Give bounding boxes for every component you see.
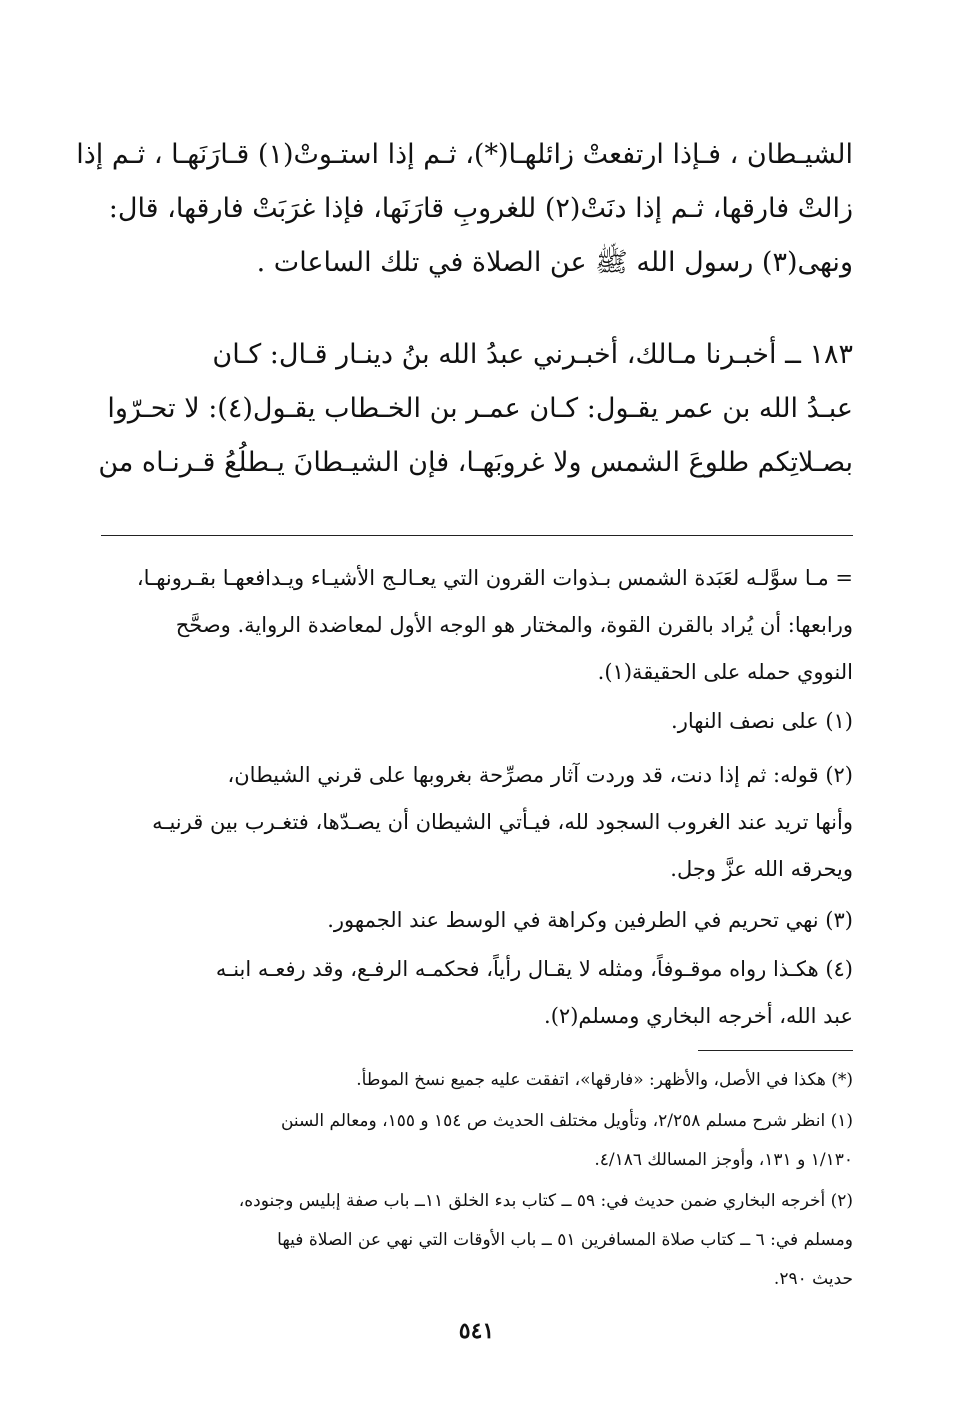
- commentary-line: (٢) قوله: ثم إذا دنت، قد وردت آثار مصرِّحة بغروبها على قرني الشيطان،: [227, 763, 853, 787]
- commentary-line: (٤) هكـذا رواه موقـوفاً، ومثله لا يقـال رأياً، فحكمـه الرفـع، وقد رفعـه ابنـه: [215, 957, 853, 981]
- commentary-line: وأنها تريد عند الغروب السجود لله، فيـأتي الشيطان أن يصـدّها، فتغـرب بين قرنيـه: [152, 810, 853, 834]
- commentary-note-4: [98, 946, 853, 1040]
- main-text-line: الشيـطان ، فـإذا ارتفعتْ زائلهـا(*)، ثـم إذا استـوتْ(١) قـارَنَهـا ، ثـم إذا: [76, 139, 853, 170]
- commentary-line: (٣) نهي تحريم في الطرفين وكراهة في الوسط عند الجمهور.: [327, 908, 853, 932]
- footnote-line: حديث ٢٩٠.: [773, 1269, 853, 1289]
- main-text-line: عبـدُ الله بن عمر يقـول: كـان عمـر بن الخـطاب يقـول(٤): لا تحـرّوا: [107, 393, 853, 424]
- commentary-line: النووي حمله على الحقيقة(١).: [597, 660, 853, 684]
- footnote-line: (١) انظر شرح مسلم ٢/٢٥٨، وتأويل مختلف الحديث ص ١٥٤ و ١٥٥، ومعالم السنن: [280, 1111, 853, 1131]
- main-text-line: زالتْ فارقها، ثـم إذا دنَتْ(٢) للغروبِ قارَنَها، فإذا غرَبَتْ فارقها، قال:: [108, 193, 853, 224]
- main-text-line: بصـلاتِكم طلوعَ الشمس ولا غروبَهـا، فإن الشيـطانَ يـطلُعُ قـرنـاه من: [98, 447, 853, 478]
- commentary-line: ويحرقه الله عزَّ وجل.: [670, 857, 853, 881]
- footnote-separator-rule: [698, 1050, 853, 1051]
- footnote-2: [98, 1182, 853, 1299]
- commentary-line: = مـا سوَّلـه لعَبَدة الشمس بـذوات القرون التي يعـالـج الأشيـاء ويـدافعهـا بقـرونهـا،: [136, 566, 853, 590]
- footnote-1: [98, 1102, 853, 1180]
- footnote-line: (٢) أخرجه البخاري ضمن حديث في: ٥٩ ــ كتاب بدء الخلق ١١ــ باب صفة إبليس وجنوده،: [238, 1191, 853, 1211]
- footnote-star: [98, 1061, 853, 1100]
- commentary-separator-rule: [101, 535, 853, 536]
- main-text-hadith-183: [98, 328, 853, 490]
- commentary-line: ورابعها: أن يُراد بالقرن القوة، والمختار هو الوجه الأول لمعاضدة الرواية. وصحَّح: [175, 613, 853, 637]
- commentary-note-3: [98, 897, 853, 944]
- commentary-line: عبد الله، أخرجه البخاري ومسلم(٢).: [544, 1004, 853, 1028]
- footnote-line: ومسلم في: ٦ ــ كتاب صلاة المسافرين ٥١ ــ باب الأوقات التي نهي عن الصلاة فيها: [277, 1230, 853, 1250]
- footnote-line: (*) هكذا في الأصل، والأظهر: «فارقها»، اتفقت عليه جميع نسخ الموطأ.: [356, 1070, 853, 1090]
- commentary-note-2: [98, 752, 853, 893]
- commentary-note-1: [98, 698, 853, 745]
- main-text-line: ونهى(٣) رسول الله ﷺ عن الصلاة في تلك الساعات .: [256, 247, 853, 278]
- commentary-line: (١) على نصف النهار.: [671, 709, 853, 733]
- main-text-paragraph-1: [76, 128, 853, 290]
- footnote-line: ١/١٣٠ و ١٣١، وأوجز المسالك ٤/١٨٦.: [594, 1150, 853, 1170]
- page-number: ٥٤١: [458, 1318, 495, 1344]
- main-text-line: ١٨٣ ــ أخبـرنا مـالك، أخبـرني عبدُ الله بنُ دينـار قـال: كـان: [212, 339, 853, 370]
- commentary-continuation: [98, 555, 853, 696]
